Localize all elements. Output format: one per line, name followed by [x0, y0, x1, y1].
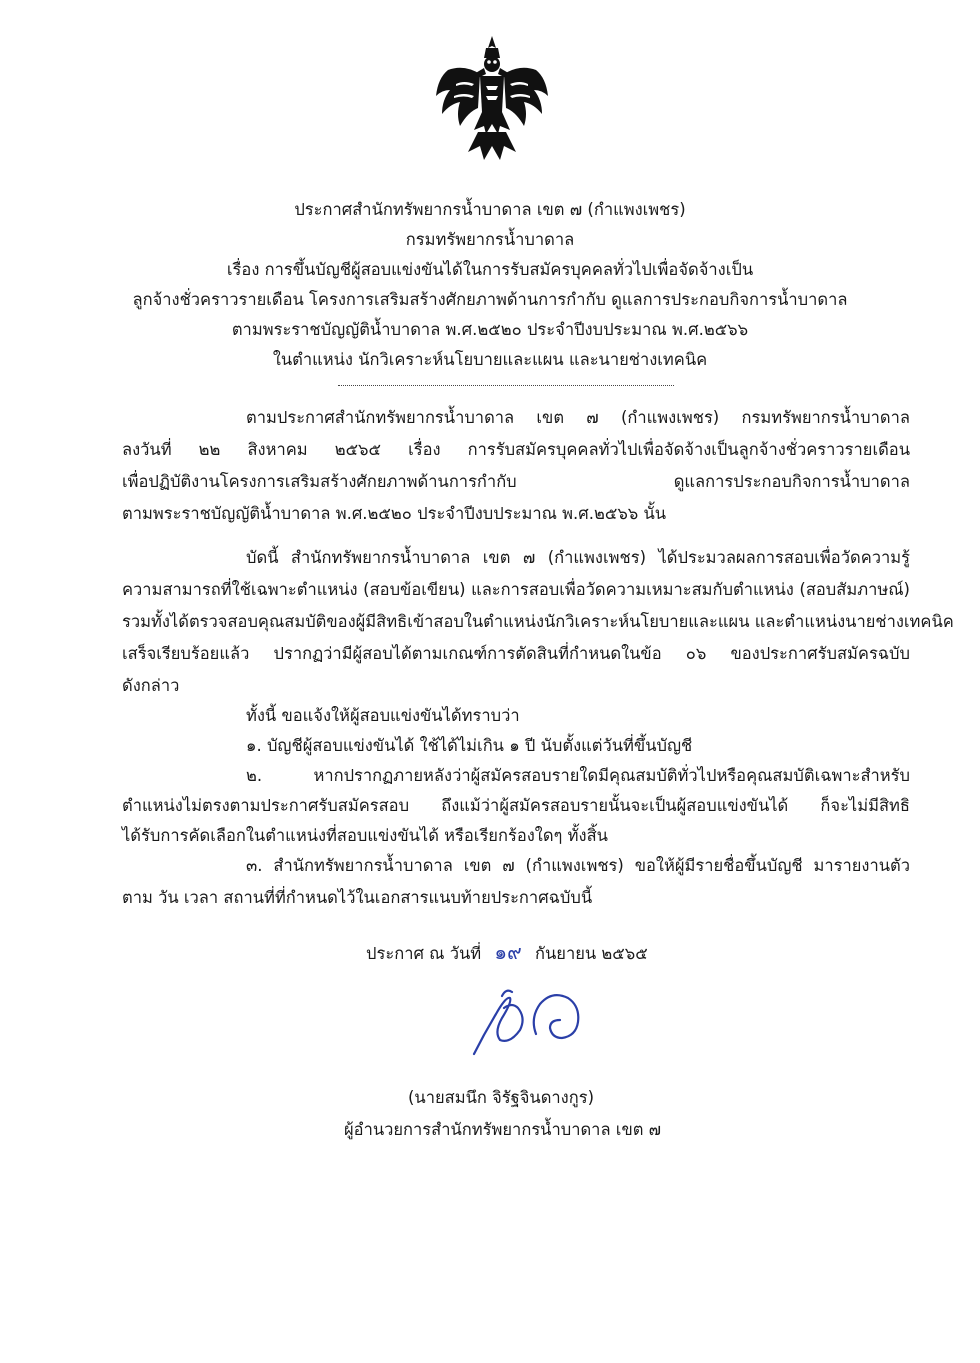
item-3-line: ตาม วัน เวลา สถานที่ที่กำหนดไว้ในเอกสารแนบท้ายประกาศฉบับนี้ — [122, 888, 593, 907]
subject-line-3: ตามพระราชบัญญัติน้ำบาดาล พ.ศ.๒๕๒๐ ประจำปีงบประมาณ พ.ศ.๒๕๖๖ — [231, 320, 749, 339]
item-2-line: ๒. หากปรากฏภายหลังว่าผู้สมัครสอบรายใดมีคุณสมบัติทั่วไปหรือคุณสมบัติเฉพาะสำหรับ — [246, 766, 910, 785]
para2-line: บัดนี้ สำนักทรัพยากรน้ำบาดาล เขต ๗ (กำแพงเพชร) ได้ประมวลผลการสอบเพื่อวัดความรู้ — [246, 548, 910, 567]
item-2-line: ตำแหน่งไม่ตรงตามประกาศรับสมัครสอบ ถึงแม้ว่าผู้สมัครสอบรายนั้นจะเป็นผู้สอบแข่งขันได้ ก็จะไม่มีสิทธิ — [122, 796, 910, 815]
signatory-position: ผู้อำนวยการสำนักทรัพยากรน้ำบาดาล เขต ๗ — [344, 1120, 662, 1139]
para1-line: ลงวันที่ ๒๒ สิงหาคม ๒๕๖๕ เรื่อง การรับสมัครบุคคลทั่วไปเพื่อจัดจ้างเป็นลูกจ้างชั่วคราวรายเดือน — [122, 440, 910, 459]
dateline-prefix: ประกาศ ณ วันที่ — [366, 944, 482, 963]
department-name: กรมทรัพยากรน้ำบาดาล — [405, 230, 575, 249]
separator-dotted-line — [338, 385, 674, 386]
handwritten-signature — [466, 978, 606, 1058]
signatory-name: (นายสมนึก จิรัฐจินดางกูร) — [408, 1088, 595, 1107]
subject-line-2: ลูกจ้างชั่วคราวรายเดือน โครงการเสริมสร้างศักยภาพด้านการกำกับ ดูแลการประกอบกิจการน้ำบาดาล — [132, 290, 848, 309]
subject-line-1: เรื่อง การขึ้นบัญชีผู้สอบแข่งขันได้ในการรับสมัครบุคคลทั่วไปเพื่อจัดจ้างเป็น — [226, 260, 754, 279]
para2-line: ดังกล่าว — [122, 676, 180, 695]
dateline — [366, 940, 648, 966]
garuda-emblem-icon — [434, 34, 550, 164]
para1-line: ตามพระราชบัญญัติน้ำบาดาล พ.ศ.๒๕๒๐ ประจำปีงบประมาณ พ.ศ.๒๕๖๖ นั้น — [122, 504, 667, 523]
notice-intro: ทั้งนี้ ขอแจ้งให้ผู้สอบแข่งขันได้ทราบว่า — [246, 706, 520, 725]
para1-line: เพื่อปฏิบัติงานโครงการเสริมสร้างศักยภาพด้านการกำกับ ดูแลการประกอบกิจการน้ำบาดาล — [122, 472, 910, 491]
announcement-title: ประกาศสำนักทรัพยากรน้ำบาดาล เขต ๗ (กำแพงเพชร) — [294, 200, 686, 219]
para2-line: ความสามารถที่ใช้เฉพาะตำแหน่ง (สอบข้อเขียน) และการสอบเพื่อวัดความเหมาะสมกับตำแหน่ง (สอบสัมภาษณ์) — [122, 580, 910, 599]
dateline-month-year: กันยายน ๒๕๖๕ — [535, 944, 648, 963]
item-1: ๑. บัญชีผู้สอบแข่งขันได้ ใช้ได้ไม่เกิน ๑ ปี นับตั้งแต่วันที่ขึ้นบัญชี — [246, 736, 693, 755]
para2-line: เสร็จเรียบร้อยแล้ว ปรากฏว่ามีผู้สอบได้ตามเกณฑ์การตัดสินที่กำหนดในข้อ ๐๖ ของประกาศรับสมัครฉบับ — [122, 644, 910, 663]
dateline-day: ๑๙ — [494, 940, 522, 964]
item-2-line: ได้รับการคัดเลือกในตำแหน่งที่สอบแข่งขันได้ หรือเรียกร้องใดๆ ทั้งสิ้น — [122, 826, 608, 845]
item-3-line: ๓. สำนักทรัพยากรน้ำบาดาล เขต ๗ (กำแพงเพชร) ขอให้ผู้มีรายชื่อขึ้นบัญชี มารายงานตัว — [246, 856, 910, 875]
subject-line-4: ในตำแหน่ง นักวิเคราะห์นโยบายและแผน และนายช่างเทคนิค — [272, 350, 708, 369]
para2-line: รวมทั้งได้ตรวจสอบคุณสมบัติของผู้มีสิทธิเข้าสอบในตำแหน่งนักวิเคราะห์นโยบายและแผน และตำแหน่งนายช่างเทคนิค — [122, 612, 954, 631]
para1-line: ตามประกาศสำนักทรัพยากรน้ำบาดาล เขต ๗ (กำแพงเพชร) กรมทรัพยากรน้ำบาดาล — [246, 408, 910, 427]
